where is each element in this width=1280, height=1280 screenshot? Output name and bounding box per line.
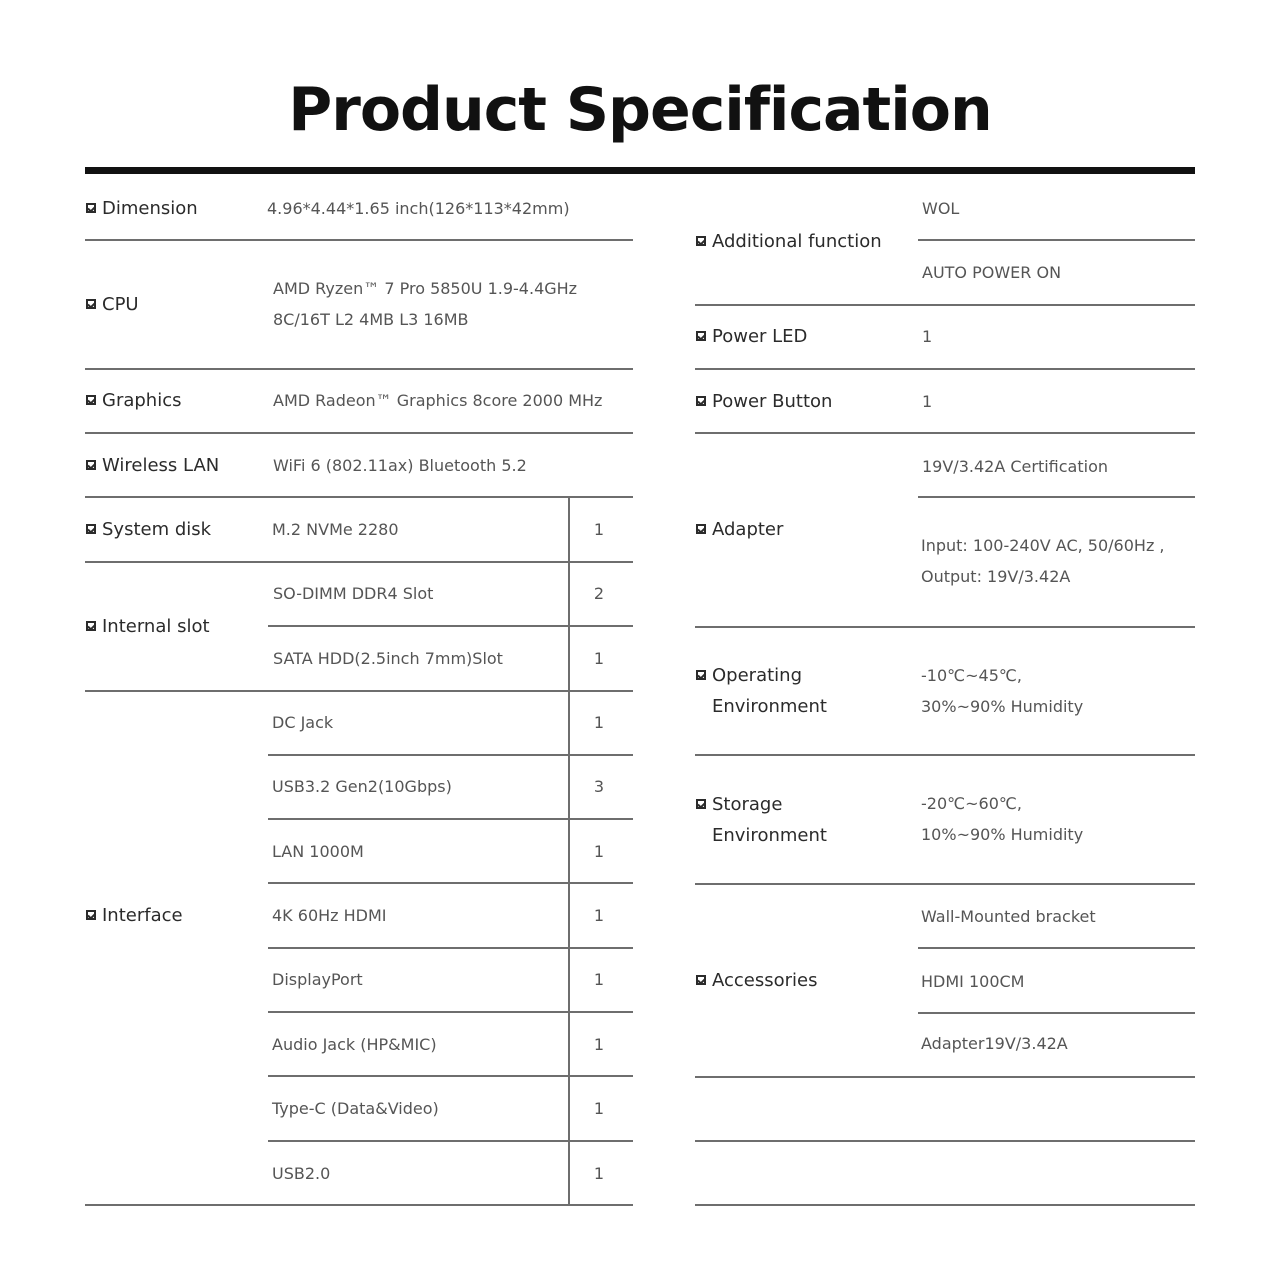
internal-slot-label: Internal slot [86, 611, 210, 642]
interface-label: Interface [86, 900, 183, 931]
row-divider [695, 432, 1195, 434]
additional-function-label: Additional function [696, 226, 882, 257]
power-button-value: 1 [922, 392, 933, 411]
wireless-value: WiFi 6 (802.11ax) Bluetooth 5.2 [273, 456, 527, 475]
row-divider [85, 1204, 633, 1206]
sub-row-divider [268, 818, 633, 820]
row-divider [85, 496, 633, 498]
storage-environment-label: Storage Environment [696, 789, 827, 851]
page-title: Product Specification [288, 75, 992, 145]
cpu-label: CPU [86, 289, 139, 320]
title-divider [85, 167, 1195, 174]
sub-row-divider [268, 1011, 633, 1013]
checkbox-icon [86, 524, 96, 534]
row-divider [695, 1140, 1195, 1142]
interface-item-name: USB2.0 [272, 1164, 331, 1183]
checkbox-icon [86, 460, 96, 470]
sub-row-divider [918, 947, 1195, 949]
checkbox-icon [696, 670, 706, 680]
power-led-value: 1 [922, 327, 933, 346]
adapter-value: Input: 100-240V AC, 50/60Hz , Output: 19V/3.42A [921, 536, 1165, 586]
checkbox-icon [696, 236, 706, 246]
sub-row-divider [268, 882, 633, 884]
checkbox-icon [696, 975, 706, 985]
row-divider [85, 239, 633, 241]
adapter-label: Adapter [696, 514, 783, 545]
interface-item-name: USB3.2 Gen2(10Gbps) [272, 777, 452, 796]
checkbox-icon [86, 395, 96, 405]
internal-slot-item-name: SO-DIMM DDR4 Slot [273, 584, 434, 603]
system-disk-count: 1 [593, 520, 605, 539]
row-divider [85, 432, 633, 434]
adapter-value: 19V/3.42A Certification [922, 457, 1108, 476]
graphics-label: Graphics [86, 385, 182, 416]
cpu-value: AMD Ryzen™ 7 Pro 5850U 1.9-4.4GHz 8C/16T L2 4MB L3 16MB [273, 279, 578, 329]
interface-item-count: 1 [593, 1164, 605, 1183]
storage-environment-value: -20℃~60℃, 10%~90% Humidity [921, 794, 1084, 844]
additional-function-value: AUTO POWER ON [922, 263, 1062, 282]
row-divider [85, 690, 633, 692]
row-divider [695, 1076, 1195, 1078]
interface-item-count: 1 [593, 970, 605, 989]
internal-slot-item-count: 1 [593, 649, 605, 668]
sub-row-divider [268, 625, 633, 627]
row-divider [85, 561, 633, 563]
additional-function-value: WOL [922, 199, 960, 218]
dimension-label: Dimension [86, 193, 198, 224]
interface-item-count: 1 [593, 1035, 605, 1054]
interface-item-name: DisplayPort [272, 970, 363, 989]
accessories-value: Wall-Mounted bracket [921, 907, 1096, 926]
sub-row-divider [268, 1140, 633, 1142]
internal-slot-item-name: SATA HDD(2.5inch 7mm)Slot [273, 649, 503, 668]
sub-row-divider [268, 947, 633, 949]
checkbox-icon [696, 524, 706, 534]
sub-row-divider [918, 239, 1195, 241]
sub-row-divider [918, 1012, 1195, 1014]
accessories-value: Adapter19V/3.42A [921, 1034, 1068, 1053]
checkbox-icon [696, 799, 706, 809]
interface-item-name: DC Jack [272, 713, 334, 732]
row-divider [695, 626, 1195, 628]
interface-item-name: Type-C (Data&Video) [272, 1099, 439, 1118]
interface-item-count: 1 [593, 842, 605, 861]
power-led-label: Power LED [696, 321, 807, 352]
system-disk-value: M.2 NVMe 2280 [272, 520, 399, 539]
wireless-label: Wireless LAN [86, 450, 219, 481]
operating-environment-label: Operating Environment [696, 660, 827, 722]
interface-item-count: 1 [593, 1099, 605, 1118]
accessories-value: HDMI 100CM [921, 972, 1025, 991]
row-divider [695, 883, 1195, 885]
accessories-label: Accessories [696, 965, 818, 996]
row-divider [695, 368, 1195, 370]
row-divider [695, 754, 1195, 756]
checkbox-icon [86, 621, 96, 631]
interface-item-count: 1 [593, 906, 605, 925]
row-divider [695, 304, 1195, 306]
power-button-label: Power Button [696, 386, 832, 417]
interface-item-name: Audio Jack (HP&MIC) [272, 1035, 437, 1054]
row-divider [695, 1204, 1195, 1206]
sub-row-divider [268, 1075, 633, 1077]
graphics-value: AMD Radeon™ Graphics 8core 2000 MHz [273, 391, 603, 410]
interface-item-name: LAN 1000M [272, 842, 364, 861]
sub-row-divider [918, 496, 1195, 498]
checkbox-icon [86, 910, 96, 920]
system-disk-label: System disk [86, 514, 211, 545]
row-divider [85, 368, 633, 370]
internal-slot-item-count: 2 [593, 584, 605, 603]
checkbox-icon [696, 331, 706, 341]
interface-item-count: 1 [593, 713, 605, 732]
checkbox-icon [696, 396, 706, 406]
interface-item-count: 3 [593, 777, 605, 796]
dimension-value: 4.96*4.44*1.65 inch(126*113*42mm) [267, 199, 570, 218]
checkbox-icon [86, 299, 96, 309]
interface-item-name: 4K 60Hz HDMI [272, 906, 387, 925]
operating-environment-value: -10℃~45℃, 30%~90% Humidity [921, 666, 1084, 716]
checkbox-icon [86, 203, 96, 213]
sub-row-divider [268, 754, 633, 756]
